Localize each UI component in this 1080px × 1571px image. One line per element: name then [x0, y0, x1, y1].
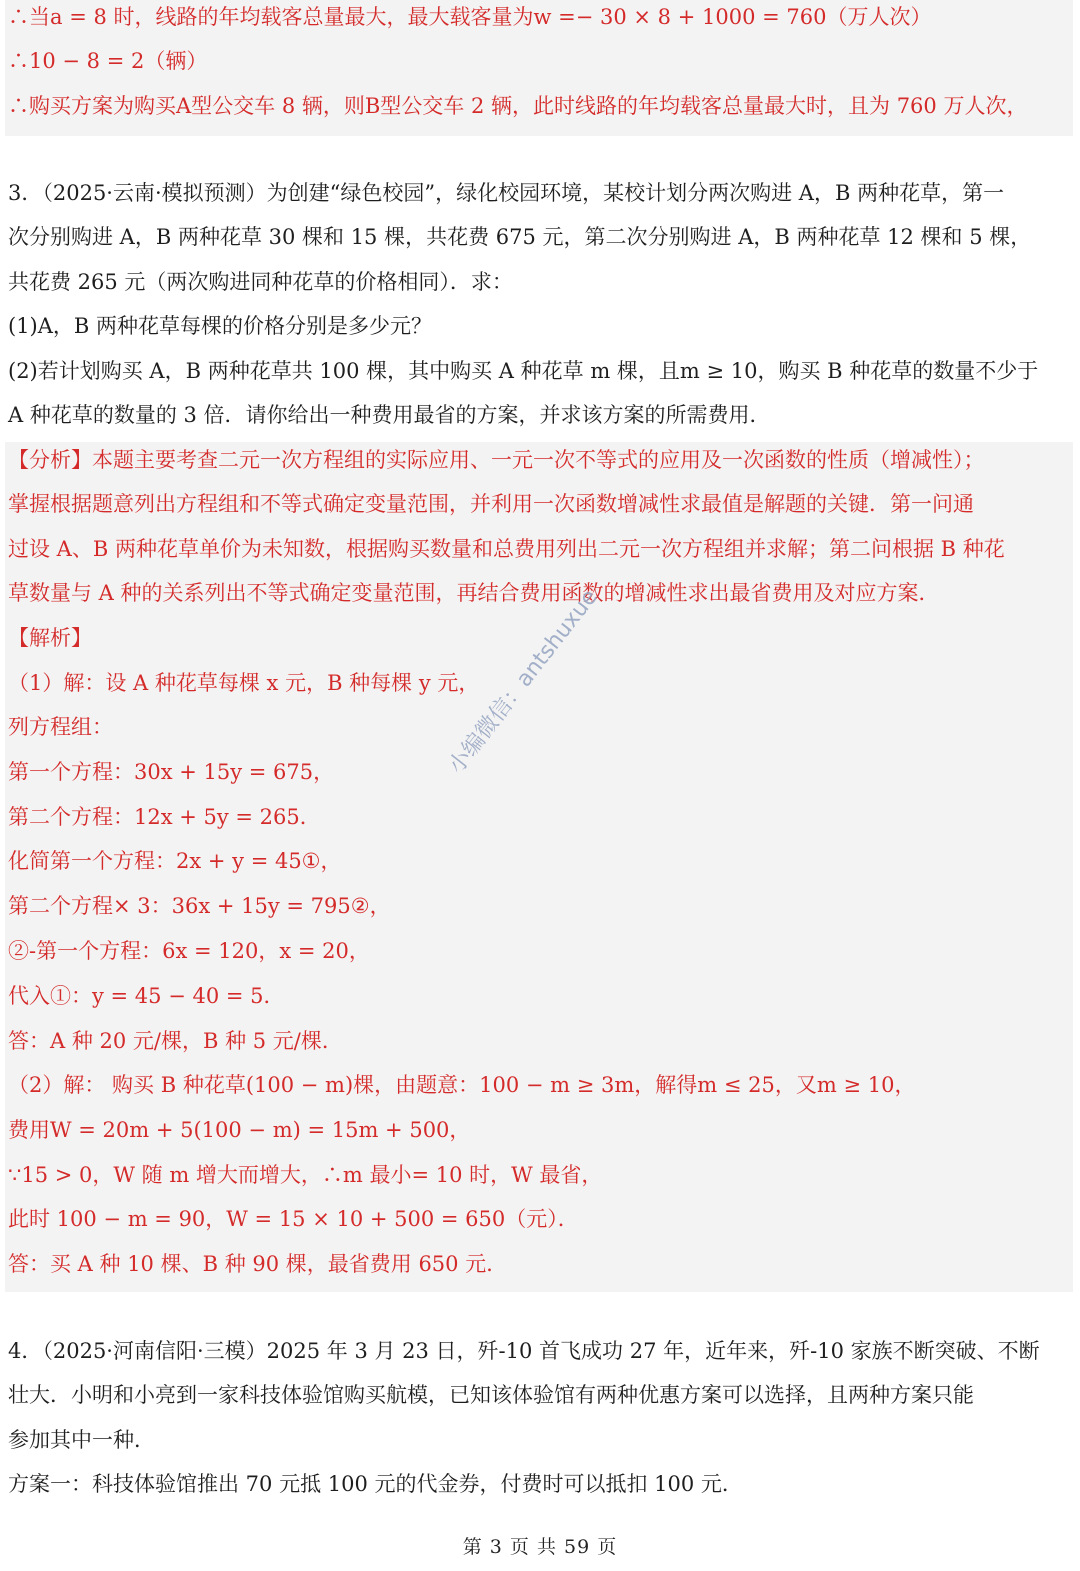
solution-line: 第二个方程× 3：36x + 15y = 795②，: [8, 894, 391, 918]
analysis-line: 【分析】本题主要考查二元一次方程组的实际应用、一元一次不等式的应用及一次函数的性质（增减性）；: [8, 448, 985, 472]
problem3-question-1: (1)A，B 两种花草每棵的价格分别是多少元？: [8, 314, 433, 338]
problem3-question-2: (2)若计划购买 A，B 两种花草共 100 棵，其中购买 A 种花草 m 棵，且m ≥ 10，购买 B 种花草的数量不少于: [8, 359, 1039, 383]
top-solution-line: ∴购买方案为购买A型公交车 8 辆，则B型公交车 2 辆，此时线路的年均载客总量最大时，且为 760 万人次，: [8, 94, 1028, 118]
problem4-stem-line: 4．（2025·河南信阳·三模）2025 年 3 月 23 日，歼-10 首飞成功 27 年，近年来，歼-10 家族不断突破、不断: [8, 1339, 1040, 1363]
solution-line: 此时 100 − m = 90，W = 15 × 10 + 500 = 650（元）．: [8, 1207, 579, 1231]
solution-line: 第二个方程：12x + 5y = 265．: [8, 805, 321, 829]
solution-line: （1）解：设 A 种花草每棵 x 元，B 种每棵 y 元，: [8, 671, 480, 695]
solution-line: 化简第一个方程：2x + y = 45①，: [8, 849, 342, 873]
top-solution-line: ∴当a = 8 时，线路的年均载客总量最大，最大载客量为w =− 30 × 8 + 1000 = 760（万人次）: [8, 5, 932, 29]
problem4-stem-line: 参加其中一种．: [8, 1428, 155, 1452]
page-footer: 第 3 页 共 59 页: [462, 1536, 618, 1558]
solution-line: （2）解： 购买 B 种花草(100 − m)棵，由题意：100 − m ≥ 3m，解得m ≤ 25，又m ≥ 10，: [8, 1073, 916, 1097]
solution-line: ∵15 > 0，W 随 m 增大而增大，∴m 最小= 10 时，W 最省，: [8, 1163, 603, 1187]
top-solution-line: ∴10 − 8 = 2（辆）: [8, 49, 208, 73]
watermark-text: 小编微信：antshuxue: [443, 585, 603, 779]
problem4-stem-line: 壮大．小明和小亮到一家科技体验馆购买航模，已知该体验馆有两种优惠方案可以选择，且两种方案只能: [8, 1383, 974, 1407]
analysis-line: 过设 A、B 两种花草单价为未知数，根据购买数量和总费用列出二元一次方程组并求解；第二问根据 B 种花: [8, 537, 1005, 561]
solution-line: 答：A 种 20 元/棵，B 种 5 元/棵．: [8, 1029, 343, 1053]
problem3-stem-line: 共花费 265 元（两次购进同种花草的价格相同）．求：: [8, 270, 513, 294]
solution-line: 第一个方程：30x + 15y = 675，: [8, 760, 335, 784]
problem4-stem-line: 方案一：科技体验馆推出 70 元抵 100 元的代金券，付费时可以抵扣 100 元．: [8, 1472, 743, 1496]
solution-heading: 【解析】: [8, 626, 92, 650]
problem3-stem-line: 3．（2025·云南·模拟预测）为创建“绿色校园”，绿化校园环境，某校计划分两次购进 A，B 两种花草，第一: [8, 181, 1005, 205]
problem3-question-2-cont: A 种花草的数量的 3 倍．请你给出一种费用最省的方案，并求该方案的所需费用．: [8, 403, 771, 427]
solution-line: 代入①：y = 45 − 40 = 5．: [8, 984, 285, 1008]
solution-line: 答：买 A 种 10 棵、B 种 90 棵，最省费用 650 元．: [8, 1252, 508, 1276]
analysis-line: 草数量与 A 种的关系列出不等式确定变量范围，再结合费用函数的增减性求出最省费用及对应方案．: [8, 581, 940, 605]
analysis-line: 掌握根据题意列出方程组和不等式确定变量范围，并利用一次函数增减性求最值是解题的关键．第一问通: [8, 492, 974, 516]
solution-line: ②-第一个方程：6x = 120，x = 20，: [8, 939, 370, 963]
solution-line: 费用W = 20m + 5(100 − m) = 15m + 500，: [8, 1118, 471, 1142]
problem3-stem-line: 次分别购进 A，B 两种花草 30 棵和 15 棵，共花费 675 元，第二次分别购进 A，B 两种花草 12 棵和 5 棵，: [8, 225, 1032, 249]
solution-line: 列方程组：: [8, 715, 113, 739]
